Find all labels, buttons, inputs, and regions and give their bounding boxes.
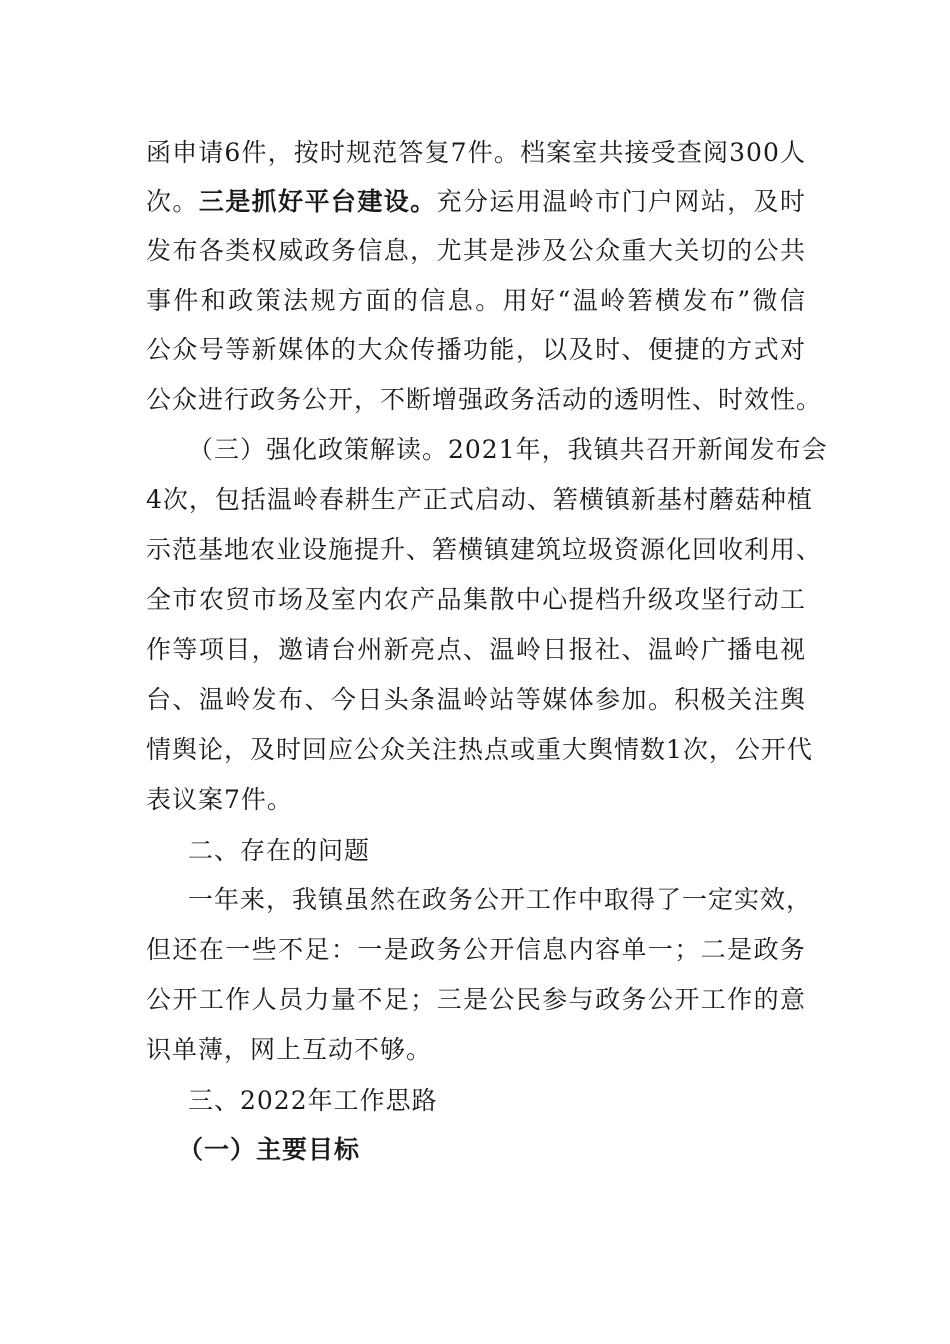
- para2-line6: 台、温岭发布、今日头条温岭站等媒体参加。积极关注舆: [146, 685, 806, 714]
- para2-line2: 4次，包括温岭春耕生产正式启动、箬横镇新基村蘑菇种植: [146, 485, 813, 514]
- para2-line3: 示范基地农业设施提升、箬横镇建筑垃圾资源化回收利用、: [146, 535, 823, 564]
- para2-line5: 作等项目，邀请台州新亮点、温岭日报社、温岭广播电视: [146, 635, 806, 664]
- para2-line4: 全市农贸市场及室内农产品集散中心提档升级攻坚行动工: [146, 585, 806, 614]
- para3-line3: 公开工作人员力量不足；三是公民参与政务公开工作的意: [146, 985, 806, 1014]
- para1-line5: 公众号等新媒体的大众传播功能，以及时、便捷的方式对: [146, 335, 806, 364]
- para3-line2: 但还在一些不足：一是政务公开信息内容单一；二是政务: [146, 935, 806, 964]
- para2-line7: 情舆论，及时回应公众关注热点或重大舆情数1次，公开代: [146, 735, 813, 764]
- para1-line2-prefix: 次。: [146, 187, 199, 216]
- para2-line1: （三）强化政策解读。2021年，我镇共召开新闻发布会: [188, 435, 828, 464]
- section-heading-2022-plan: 三、2022年工作思路: [188, 1086, 438, 1115]
- point3-bold-heading: 三是抓好平台建设。: [198, 187, 437, 216]
- para2-line8: 表议案7件。: [146, 785, 293, 814]
- para1-line6: 公众进行政务公开，不断增强政务活动的透明性、时效性。: [146, 385, 823, 414]
- para3-line1: 一年来，我镇虽然在政务公开工作中取得了一定实效，: [188, 885, 813, 914]
- para1-line2-suffix: 充分运用温岭市门户网站，及时: [436, 187, 806, 216]
- para3-line4: 识单薄，网上互动不够。: [146, 1035, 433, 1064]
- subheading-main-goals: （一）主要目标: [178, 1135, 361, 1164]
- para1-line3: 发布各类权威政务信息，尤其是涉及公众重大关切的公共: [146, 236, 806, 265]
- para1-line4: 事件和政策法规方面的信息。用好“温岭箬横发布”微信: [146, 286, 806, 315]
- para1-line2: [146, 186, 806, 218]
- para1-line1: 函申请6件，按时规范答复7件。档案室共接受查阅300人: [146, 138, 806, 167]
- section-heading-problems: 二、存在的问题: [188, 836, 371, 865]
